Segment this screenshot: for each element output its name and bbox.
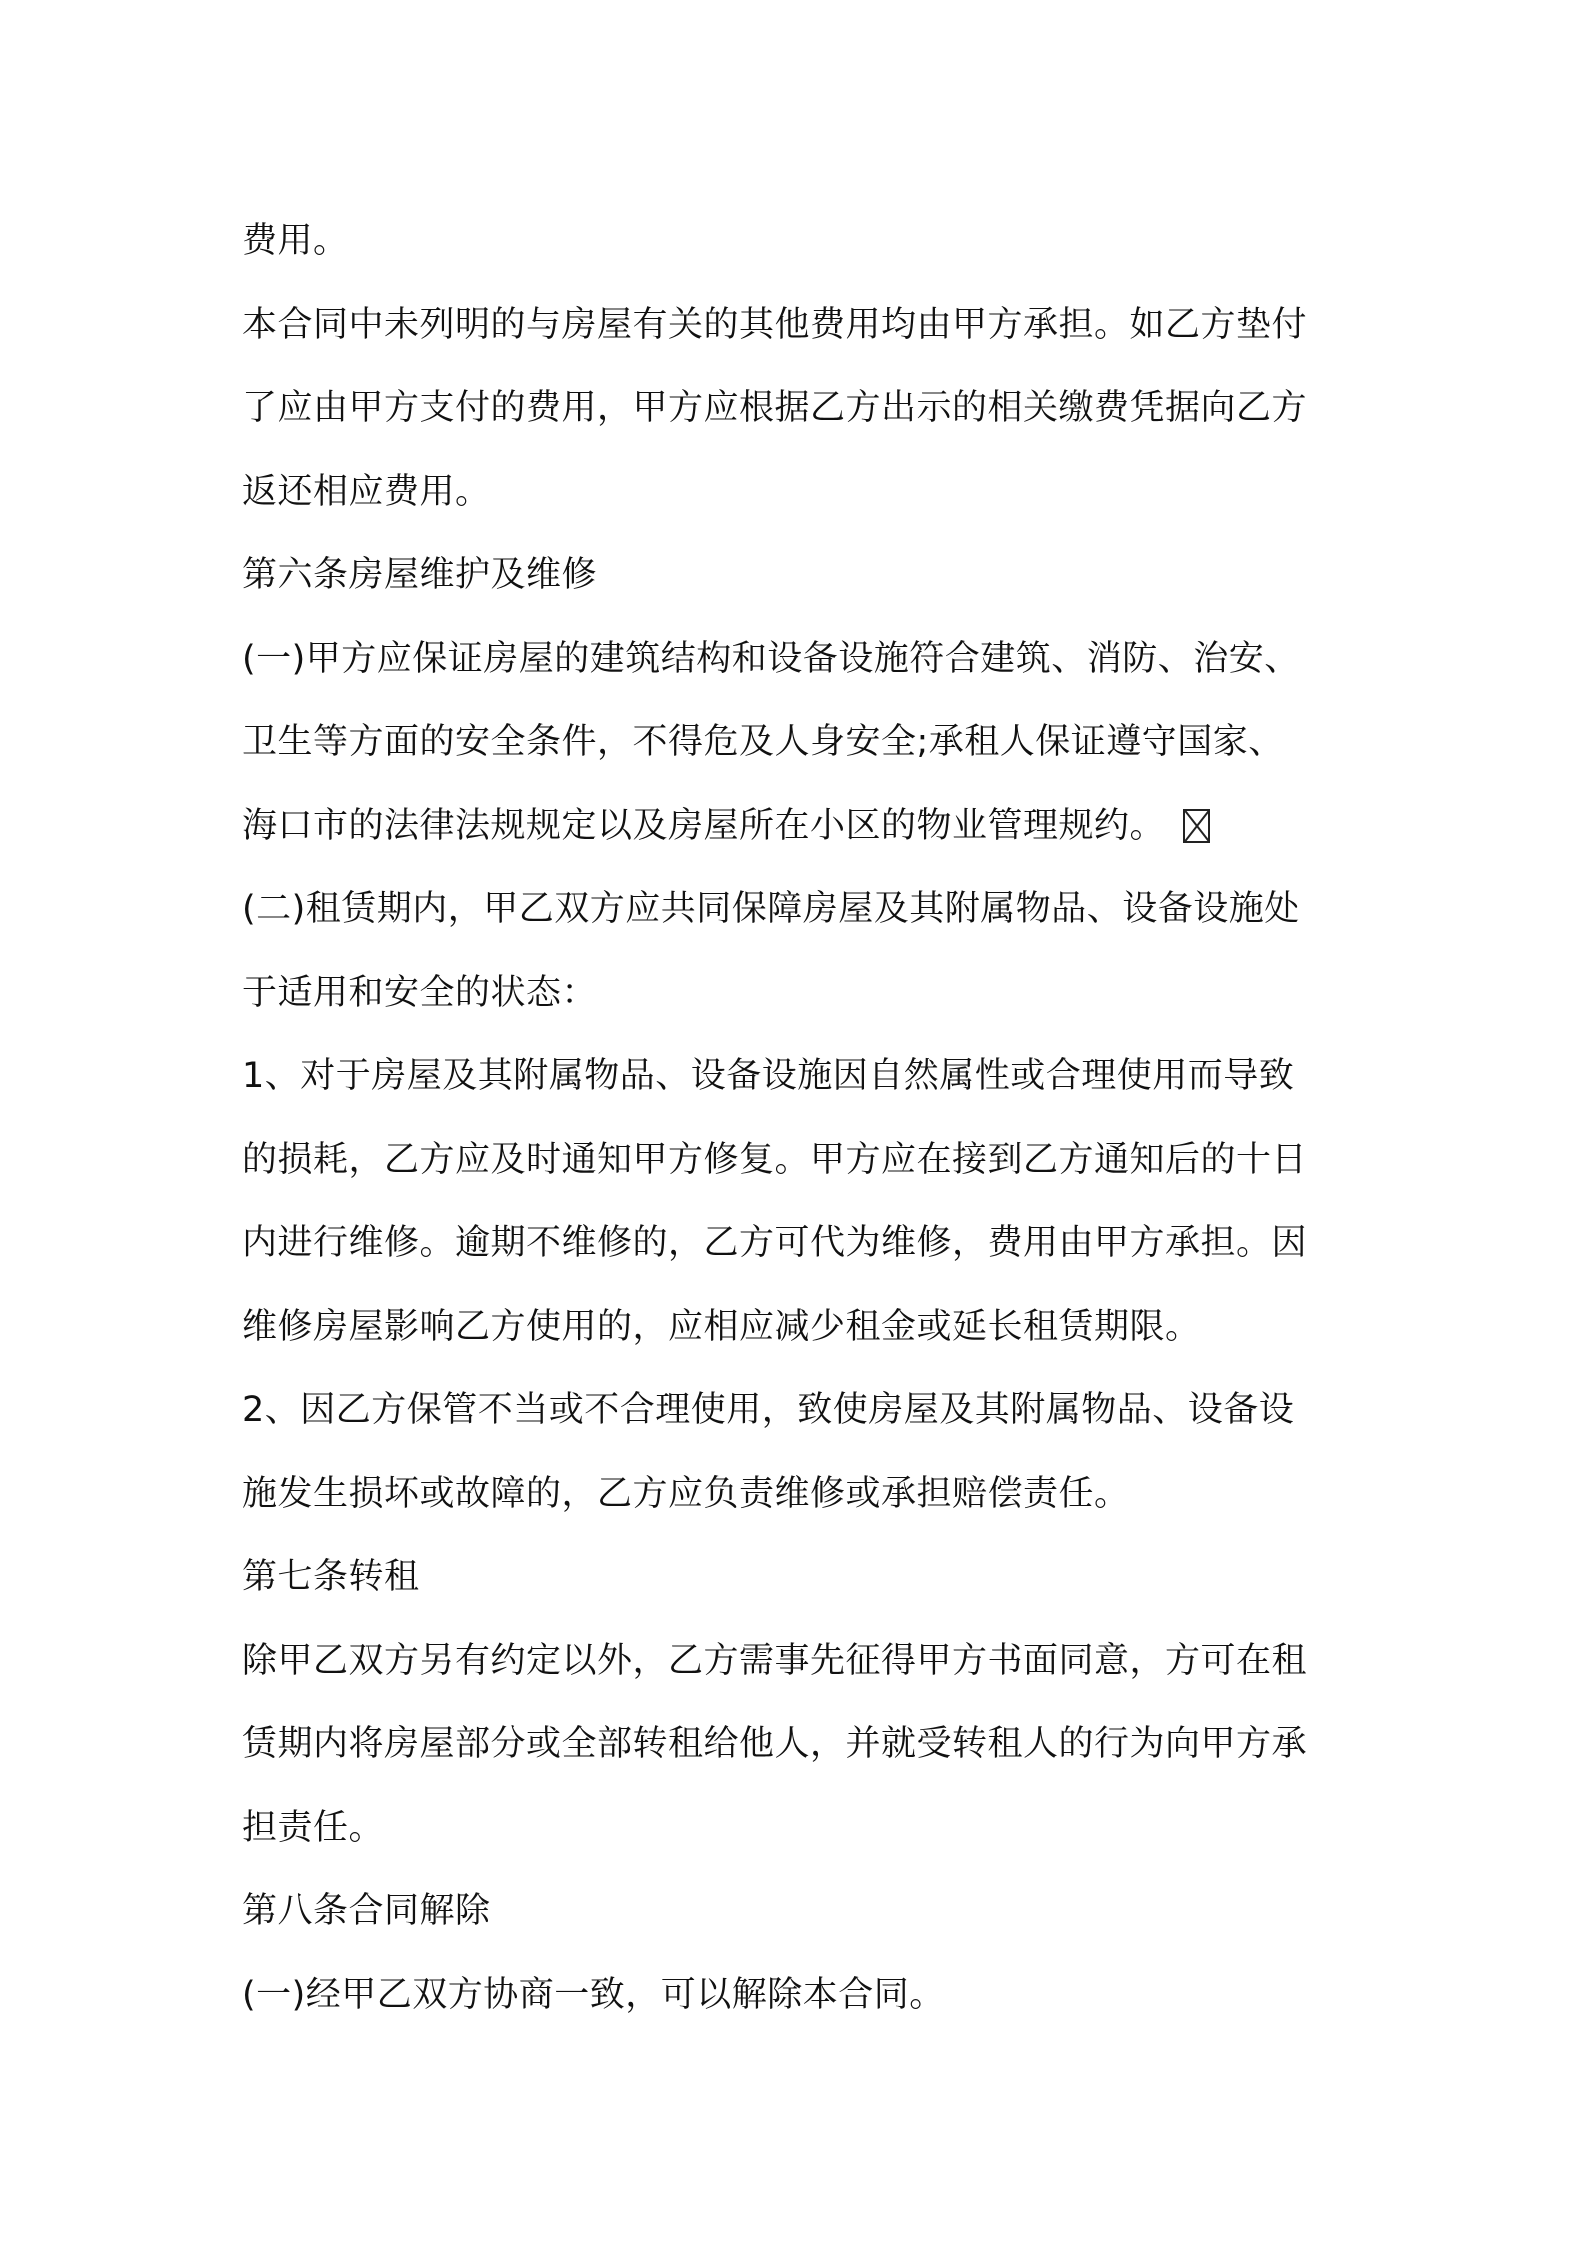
paragraph-line: (一)甲方应保证房屋的建筑结构和设备设施符合建筑、消防、治安、 — [242, 638, 1300, 679]
paragraph-line: (一)经甲乙双方协商一致，可以解除本合同。 — [242, 1974, 945, 2015]
paragraph-line-with-mark — [242, 785, 1357, 869]
checkbox-mark-icon — [1183, 809, 1210, 843]
paragraph-line: 施发生损坏或故障的，乙方应负责维修或承担赔偿责任。 — [242, 1473, 1130, 1514]
paragraph-line: 1、对于房屋及其附属物品、设备设施因自然属性或合理使用而导致 — [242, 1056, 1295, 1096]
section-heading: 第六条房屋维护及维修 — [242, 555, 598, 595]
paragraph-line: 于适用和安全的状态： — [242, 972, 598, 1013]
paragraph-line: 卫生等方面的安全条件，不得危及人身安全;承租人保证遵守国家、 — [242, 722, 1284, 762]
contract-text — [242, 200, 1357, 2037]
paragraph-line: (二)租赁期内，甲乙双方应共同保障房屋及其附属物品、设备设施处 — [242, 889, 1300, 929]
paragraph-line: 赁期内将房屋部分或全部转租给他人，并就受转租人的行为向甲方承 — [242, 1724, 1308, 1764]
paragraph-line: 除甲乙双方另有约定以外，乙方需事先征得甲方书面同意，方可在租 — [242, 1640, 1308, 1681]
paragraph-line: 担责任。 — [242, 1807, 385, 1848]
paragraph-line: 费用。 — [242, 221, 349, 261]
paragraph-line: 了应由甲方支付的费用，甲方应根据乙方出示的相关缴费凭据向乙方 — [242, 388, 1308, 428]
paragraph-line: 内进行维修。逾期不维修的，乙方可代为维修，费用由甲方承担。因 — [242, 1223, 1308, 1263]
paragraph-line: 2、因乙方保管不当或不合理使用，致使房屋及其附属物品、设备设 — [242, 1390, 1295, 1430]
paragraph-line: 的损耗，乙方应及时通知甲方修复。甲方应在接到乙方通知后的十日 — [242, 1139, 1308, 1180]
section-heading: 第八条合同解除 — [242, 1891, 491, 1931]
paragraph-line-text: 海口市的法律法规规定以及房屋所在小区的物业管理规约。 — [242, 805, 1166, 846]
section-heading: 第七条转租 — [242, 1557, 420, 1597]
paragraph-line: 本合同中未列明的与房屋有关的其他费用均由甲方承担。如乙方垫付 — [242, 304, 1308, 345]
paragraph-line: 维修房屋影响乙方使用的，应相应减少租金或延长租赁期限。 — [242, 1306, 1201, 1347]
paragraph-line: 返还相应费用。 — [242, 471, 491, 512]
